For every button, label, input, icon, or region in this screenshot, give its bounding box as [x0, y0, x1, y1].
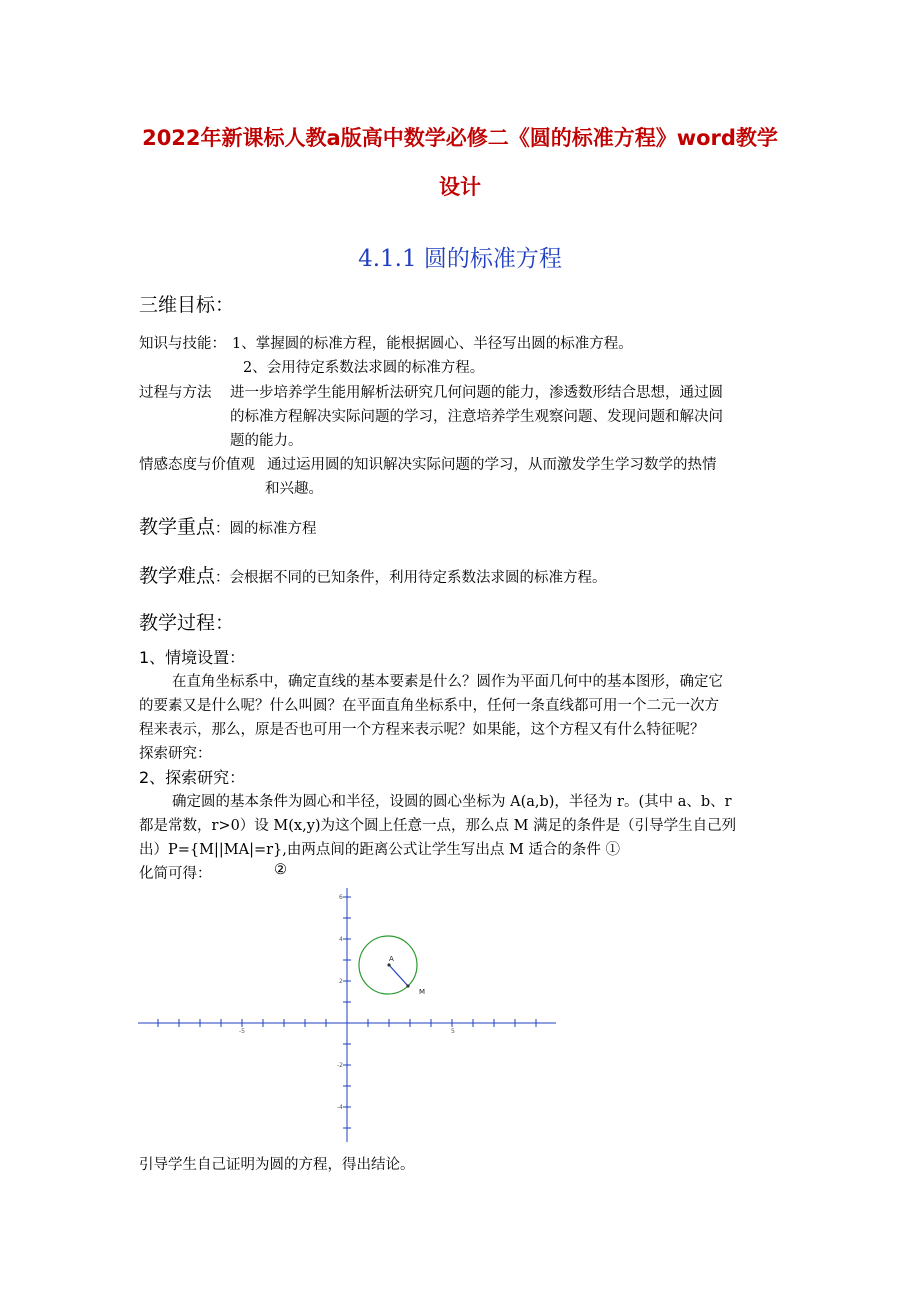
- key-point-label: 教学重点: [139, 516, 216, 538]
- radius-segment: [389, 965, 408, 986]
- section-1-line-3: 程来表示，那么，原是否也可用一个方程来表示呢？如果能，这个方程又有什么特征呢？: [139, 722, 705, 738]
- y-tick-label-6: 6: [339, 894, 343, 901]
- process-text-l1: 进一步培养学生能用解析法研究几何问题的能力，渗透数形结合思想，通过圆: [230, 385, 723, 401]
- y-tick-label-2: 2: [339, 978, 343, 985]
- key-point-text: ：圆的标准方程: [215, 521, 317, 537]
- y-tick-label-neg2: -2: [337, 1062, 343, 1069]
- x-tick-label-neg5: -5: [239, 1028, 245, 1035]
- difficulty: [139, 561, 607, 588]
- document-title-line1: 2022年新课标人教a版高中数学必修二《圆的标准方程》word教学: [142, 126, 778, 150]
- section-2-line-3: 出）P={M||MA|=r},由两点间的距离公式让学生写出点 M 适合的条件 ①: [139, 842, 621, 858]
- section-1-title: 1、情境设置：: [139, 648, 246, 667]
- emotion-text-l1: 通过运用圆的知识解决实际问题的学习，从而激发学生学习数学的热情: [267, 457, 717, 473]
- coordinate-figure: [138, 884, 558, 1146]
- section-1-line-4: 探索研究：: [139, 746, 212, 762]
- x-tick-label-5: 5: [451, 1028, 455, 1035]
- point-m: [406, 984, 409, 987]
- knowledge-item-2: 2、会用待定系数法求圆的标准方程。: [243, 360, 485, 376]
- point-a: [387, 963, 390, 966]
- objectives-heading: 三维目标：: [139, 294, 235, 316]
- equation-marker-2: ②: [274, 862, 287, 878]
- knowledge-label: 知识与技能：: [139, 336, 226, 352]
- difficulty-label: 教学难点: [139, 565, 216, 587]
- section-title: 4.1.1 圆的标准方程: [358, 246, 562, 272]
- section-1-line-1: 在直角坐标系中，确定直线的基本要素是什么？圆作为平面几何中的基本图形，确定它: [172, 674, 723, 690]
- section-2-line-2: 都是常数，r>0）设 M(x,y)为这个圆上任意一点，那么点 M 满足的条件是（引导学生自己列: [139, 818, 737, 834]
- point-m-label: M: [419, 988, 426, 996]
- difficulty-text: ：会根据不同的已知条件，利用待定系数法求圆的标准方程。: [215, 570, 607, 586]
- key-point: [139, 512, 317, 539]
- section-2-line-1: 确定圆的基本条件为圆心和半径，设圆的圆心坐标为 A(a,b)，半径为 r。(其中 a、b、r: [172, 794, 732, 810]
- section-2-line-4: 化简可得：: [139, 866, 212, 882]
- document-title-line2: 设计: [439, 175, 481, 199]
- y-tick-label-neg4: -4: [337, 1104, 343, 1111]
- y-tick-label-4: 4: [339, 936, 343, 943]
- section-1-line-2: 的要素又是什么呢？什么叫圆？在平面直角坐标系中，任何一条直线都可用一个二元一次方: [139, 698, 719, 714]
- emotion-label: 情感态度与价值观: [139, 457, 255, 473]
- point-a-label: A: [389, 955, 394, 963]
- knowledge-item-1: 1、掌握圆的标准方程，能根据圆心、半径写出圆的标准方程。: [232, 336, 633, 352]
- process-text-l3: 题的能力。: [230, 433, 303, 449]
- conclusion-text: 引导学生自己证明为圆的方程，得出结论。: [139, 1157, 415, 1173]
- section-2-title: 2、探索研究：: [139, 768, 246, 787]
- process-heading: 教学过程：: [139, 612, 235, 634]
- process-text-l2: 的标准方程解决实际问题的学习，注意培养学生观察问题、发现问题和解决问: [230, 409, 723, 425]
- emotion-text-l2: 和兴趣。: [265, 481, 323, 497]
- process-label: 过程与方法: [139, 385, 212, 401]
